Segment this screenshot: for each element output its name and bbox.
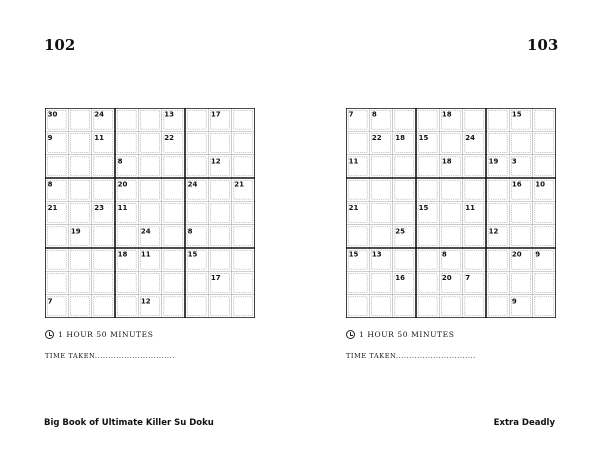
grid-cell[interactable] bbox=[509, 131, 532, 154]
grid-cell[interactable] bbox=[185, 201, 208, 224]
grid-cell[interactable] bbox=[68, 155, 91, 178]
cage-sum-clue: 18 bbox=[441, 157, 452, 166]
grid-cell[interactable] bbox=[346, 295, 369, 318]
grid-cell[interactable] bbox=[92, 178, 115, 201]
cage-sum-clue: 13 bbox=[371, 250, 382, 259]
grid-cell[interactable] bbox=[208, 201, 231, 224]
grid-cell[interactable] bbox=[185, 155, 208, 178]
grid-cell[interactable] bbox=[416, 225, 439, 248]
cage-sum-clue: 7 bbox=[47, 297, 53, 306]
grid-cell[interactable] bbox=[232, 108, 255, 131]
grid-cell[interactable] bbox=[509, 201, 532, 224]
grid-cell[interactable] bbox=[92, 295, 115, 318]
cage-sum-clue: 11 bbox=[140, 250, 151, 259]
cage-sum-clue: 22 bbox=[371, 133, 382, 142]
grid-cell[interactable] bbox=[439, 131, 462, 154]
cage-sum-clue: 12 bbox=[488, 227, 499, 236]
grid-cell[interactable] bbox=[162, 225, 185, 248]
grid-cell[interactable] bbox=[68, 248, 91, 271]
killer-sudoku-grid-left bbox=[45, 108, 255, 318]
cage-sum-clue: 20 bbox=[441, 273, 452, 282]
grid-cell[interactable] bbox=[138, 155, 161, 178]
grid-cell[interactable] bbox=[232, 295, 255, 318]
grid-cell[interactable] bbox=[369, 225, 392, 248]
grid-cell[interactable] bbox=[486, 201, 509, 224]
cage-sum-clue: 8 bbox=[117, 157, 123, 166]
cage-sum-clue: 21 bbox=[348, 203, 359, 212]
grid-cell[interactable] bbox=[416, 155, 439, 178]
cage-sum-clue: 7 bbox=[465, 273, 471, 282]
grid-cell[interactable] bbox=[115, 225, 138, 248]
cage-sum-clue: 11 bbox=[348, 157, 359, 166]
grid-cell[interactable] bbox=[509, 271, 532, 294]
grid-cell[interactable] bbox=[416, 248, 439, 271]
time-limit-label: 1 HOUR 50 MINUTES bbox=[58, 330, 154, 339]
grid-cell[interactable] bbox=[463, 295, 486, 318]
cage-sum-clue: 20 bbox=[511, 250, 522, 259]
grid-cell[interactable] bbox=[92, 155, 115, 178]
grid-cell[interactable] bbox=[92, 248, 115, 271]
grid-cell[interactable] bbox=[68, 271, 91, 294]
grid-cell[interactable] bbox=[346, 178, 369, 201]
grid-cell[interactable] bbox=[208, 295, 231, 318]
cage-sum-clue: 25 bbox=[395, 227, 406, 236]
grid-cell[interactable] bbox=[393, 201, 416, 224]
grid-cell[interactable] bbox=[185, 295, 208, 318]
grid-cell[interactable] bbox=[115, 295, 138, 318]
grid-cell[interactable] bbox=[115, 271, 138, 294]
grid-cell[interactable] bbox=[232, 271, 255, 294]
cage-sum-clue: 16 bbox=[511, 180, 522, 189]
grid-cell[interactable] bbox=[45, 248, 68, 271]
cage-sum-clue: 19 bbox=[488, 157, 499, 166]
grid-cell[interactable] bbox=[68, 295, 91, 318]
grid-cell[interactable] bbox=[439, 225, 462, 248]
cage-sum-clue: 15 bbox=[418, 203, 429, 212]
grid-cell[interactable] bbox=[185, 131, 208, 154]
grid-cell[interactable] bbox=[138, 271, 161, 294]
grid-cell[interactable] bbox=[486, 248, 509, 271]
grid-cell[interactable] bbox=[369, 155, 392, 178]
grid-cell[interactable] bbox=[68, 131, 91, 154]
grid-cell[interactable] bbox=[208, 131, 231, 154]
grid-cell[interactable] bbox=[533, 271, 556, 294]
grid-cell[interactable] bbox=[68, 108, 91, 131]
cage-sum-clue: 18 bbox=[117, 250, 128, 259]
cage-sum-clue: 12 bbox=[210, 157, 221, 166]
grid-cell[interactable] bbox=[533, 225, 556, 248]
grid-cell[interactable] bbox=[439, 295, 462, 318]
grid-cell[interactable] bbox=[393, 155, 416, 178]
grid-cell[interactable] bbox=[208, 178, 231, 201]
grid-cell[interactable] bbox=[346, 131, 369, 154]
grid-cell[interactable] bbox=[533, 155, 556, 178]
cage-sum-clue: 16 bbox=[395, 273, 406, 282]
cage-sum-clue: 30 bbox=[47, 110, 58, 119]
grid-cell[interactable] bbox=[138, 131, 161, 154]
grid-cell[interactable] bbox=[346, 225, 369, 248]
grid-cell[interactable] bbox=[393, 178, 416, 201]
cage-sum-clue: 9 bbox=[511, 297, 517, 306]
cage-sum-clue: 15 bbox=[511, 110, 522, 119]
grid-cell[interactable] bbox=[45, 225, 68, 248]
grid-cell[interactable] bbox=[393, 248, 416, 271]
grid-cell[interactable] bbox=[486, 131, 509, 154]
cage-sum-clue: 11 bbox=[94, 133, 105, 142]
clock-icon bbox=[45, 330, 54, 339]
grid-cell[interactable] bbox=[369, 201, 392, 224]
grid-cell[interactable] bbox=[416, 178, 439, 201]
grid-cell[interactable] bbox=[45, 155, 68, 178]
grid-cell[interactable] bbox=[115, 131, 138, 154]
cage-sum-clue: 24 bbox=[465, 133, 476, 142]
cage-sum-clue: 24 bbox=[140, 227, 151, 236]
cage-sum-clue: 9 bbox=[535, 250, 541, 259]
grid-cell[interactable] bbox=[533, 201, 556, 224]
grid-cell[interactable] bbox=[162, 248, 185, 271]
time-taken-right: TIME TAKEN.............................. bbox=[346, 352, 476, 360]
grid-cell[interactable] bbox=[232, 131, 255, 154]
grid-cell[interactable] bbox=[115, 108, 138, 131]
grid-cell[interactable] bbox=[232, 155, 255, 178]
grid-cell[interactable] bbox=[463, 108, 486, 131]
grid-cell[interactable] bbox=[92, 225, 115, 248]
cage-sum-clue: 8 bbox=[371, 110, 377, 119]
cage-sum-clue: 11 bbox=[117, 203, 128, 212]
clock-icon bbox=[346, 330, 355, 339]
grid-cell[interactable] bbox=[162, 271, 185, 294]
cage-sum-clue: 9 bbox=[47, 133, 53, 142]
grid-cell[interactable] bbox=[533, 108, 556, 131]
grid-cell[interactable] bbox=[463, 178, 486, 201]
cage-sum-clue: 18 bbox=[441, 110, 452, 119]
cage-sum-clue: 8 bbox=[47, 180, 53, 189]
grid-cell[interactable] bbox=[416, 271, 439, 294]
grid-cell[interactable] bbox=[346, 271, 369, 294]
grid-cell[interactable] bbox=[45, 271, 68, 294]
time-limit-right bbox=[346, 330, 454, 339]
book-title-footer: Big Book of Ultimate Killer Su Doku bbox=[44, 418, 214, 428]
grid-cell[interactable] bbox=[369, 295, 392, 318]
grid-cell[interactable] bbox=[232, 248, 255, 271]
cage-sum-clue: 17 bbox=[210, 110, 221, 119]
time-limit-label: 1 HOUR 50 MINUTES bbox=[359, 330, 455, 339]
grid-cell[interactable] bbox=[369, 178, 392, 201]
cage-sum-clue: 24 bbox=[94, 110, 105, 119]
grid-cell[interactable] bbox=[509, 225, 532, 248]
grid-cell[interactable] bbox=[185, 108, 208, 131]
cage-sum-clue: 23 bbox=[94, 203, 105, 212]
cage-sum-clue: 24 bbox=[187, 180, 198, 189]
grid-cell[interactable] bbox=[463, 155, 486, 178]
grid-cell[interactable] bbox=[68, 178, 91, 201]
grid-cell[interactable] bbox=[138, 178, 161, 201]
time-limit-left bbox=[45, 330, 153, 339]
cage-sum-clue: 10 bbox=[535, 180, 546, 189]
section-title-footer: Extra Deadly bbox=[493, 418, 555, 428]
grid-cell[interactable] bbox=[162, 295, 185, 318]
grid-cell[interactable] bbox=[92, 271, 115, 294]
grid-cell[interactable] bbox=[208, 225, 231, 248]
cage-sum-clue: 7 bbox=[348, 110, 354, 119]
grid-cell[interactable] bbox=[393, 295, 416, 318]
cage-sum-clue: 21 bbox=[47, 203, 58, 212]
grid-cell[interactable] bbox=[162, 155, 185, 178]
grid-cell[interactable] bbox=[138, 201, 161, 224]
grid-cell[interactable] bbox=[486, 295, 509, 318]
grid-cell[interactable] bbox=[393, 108, 416, 131]
cage-sum-clue: 17 bbox=[210, 273, 221, 282]
sudoku-svg bbox=[45, 108, 255, 318]
sudoku-svg bbox=[346, 108, 556, 318]
grid-cell[interactable] bbox=[416, 295, 439, 318]
grid-cell[interactable] bbox=[208, 248, 231, 271]
cage-sum-clue: 21 bbox=[234, 180, 245, 189]
grid-cell[interactable] bbox=[416, 108, 439, 131]
grid-cell[interactable] bbox=[486, 108, 509, 131]
cage-sum-clue: 13 bbox=[164, 110, 175, 119]
grid-cell[interactable] bbox=[232, 201, 255, 224]
cage-sum-clue: 3 bbox=[511, 157, 517, 166]
cage-sum-clue: 22 bbox=[164, 133, 175, 142]
cage-sum-clue: 8 bbox=[441, 250, 447, 259]
page-number-right: 103 bbox=[527, 36, 559, 54]
cage-sum-clue: 12 bbox=[140, 297, 151, 306]
cage-sum-clue: 15 bbox=[187, 250, 198, 259]
grid-cell[interactable] bbox=[369, 271, 392, 294]
grid-cell[interactable] bbox=[463, 225, 486, 248]
time-taken-left: TIME TAKEN.............................. bbox=[45, 352, 175, 360]
grid-cell[interactable] bbox=[232, 225, 255, 248]
grid-cell[interactable] bbox=[68, 201, 91, 224]
page-number-left: 102 bbox=[44, 36, 76, 54]
cage-sum-clue: 11 bbox=[465, 203, 476, 212]
grid-cell[interactable] bbox=[486, 271, 509, 294]
killer-sudoku-grid-right bbox=[346, 108, 556, 318]
grid-cell[interactable] bbox=[439, 178, 462, 201]
grid-cell[interactable] bbox=[463, 248, 486, 271]
cage-sum-clue: 18 bbox=[395, 133, 406, 142]
grid-cell[interactable] bbox=[439, 201, 462, 224]
grid-cell[interactable] bbox=[533, 295, 556, 318]
cage-sum-clue: 20 bbox=[117, 180, 128, 189]
cage-sum-clue: 15 bbox=[418, 133, 429, 142]
cage-sum-clue: 8 bbox=[187, 227, 193, 236]
grid-cell[interactable] bbox=[185, 271, 208, 294]
grid-cell[interactable] bbox=[138, 108, 161, 131]
grid-cell[interactable] bbox=[162, 201, 185, 224]
cage-sum-clue: 15 bbox=[348, 250, 359, 259]
cage-sum-clue: 19 bbox=[70, 227, 81, 236]
grid-cell[interactable] bbox=[486, 178, 509, 201]
grid-cell[interactable] bbox=[533, 131, 556, 154]
grid-cell[interactable] bbox=[162, 178, 185, 201]
